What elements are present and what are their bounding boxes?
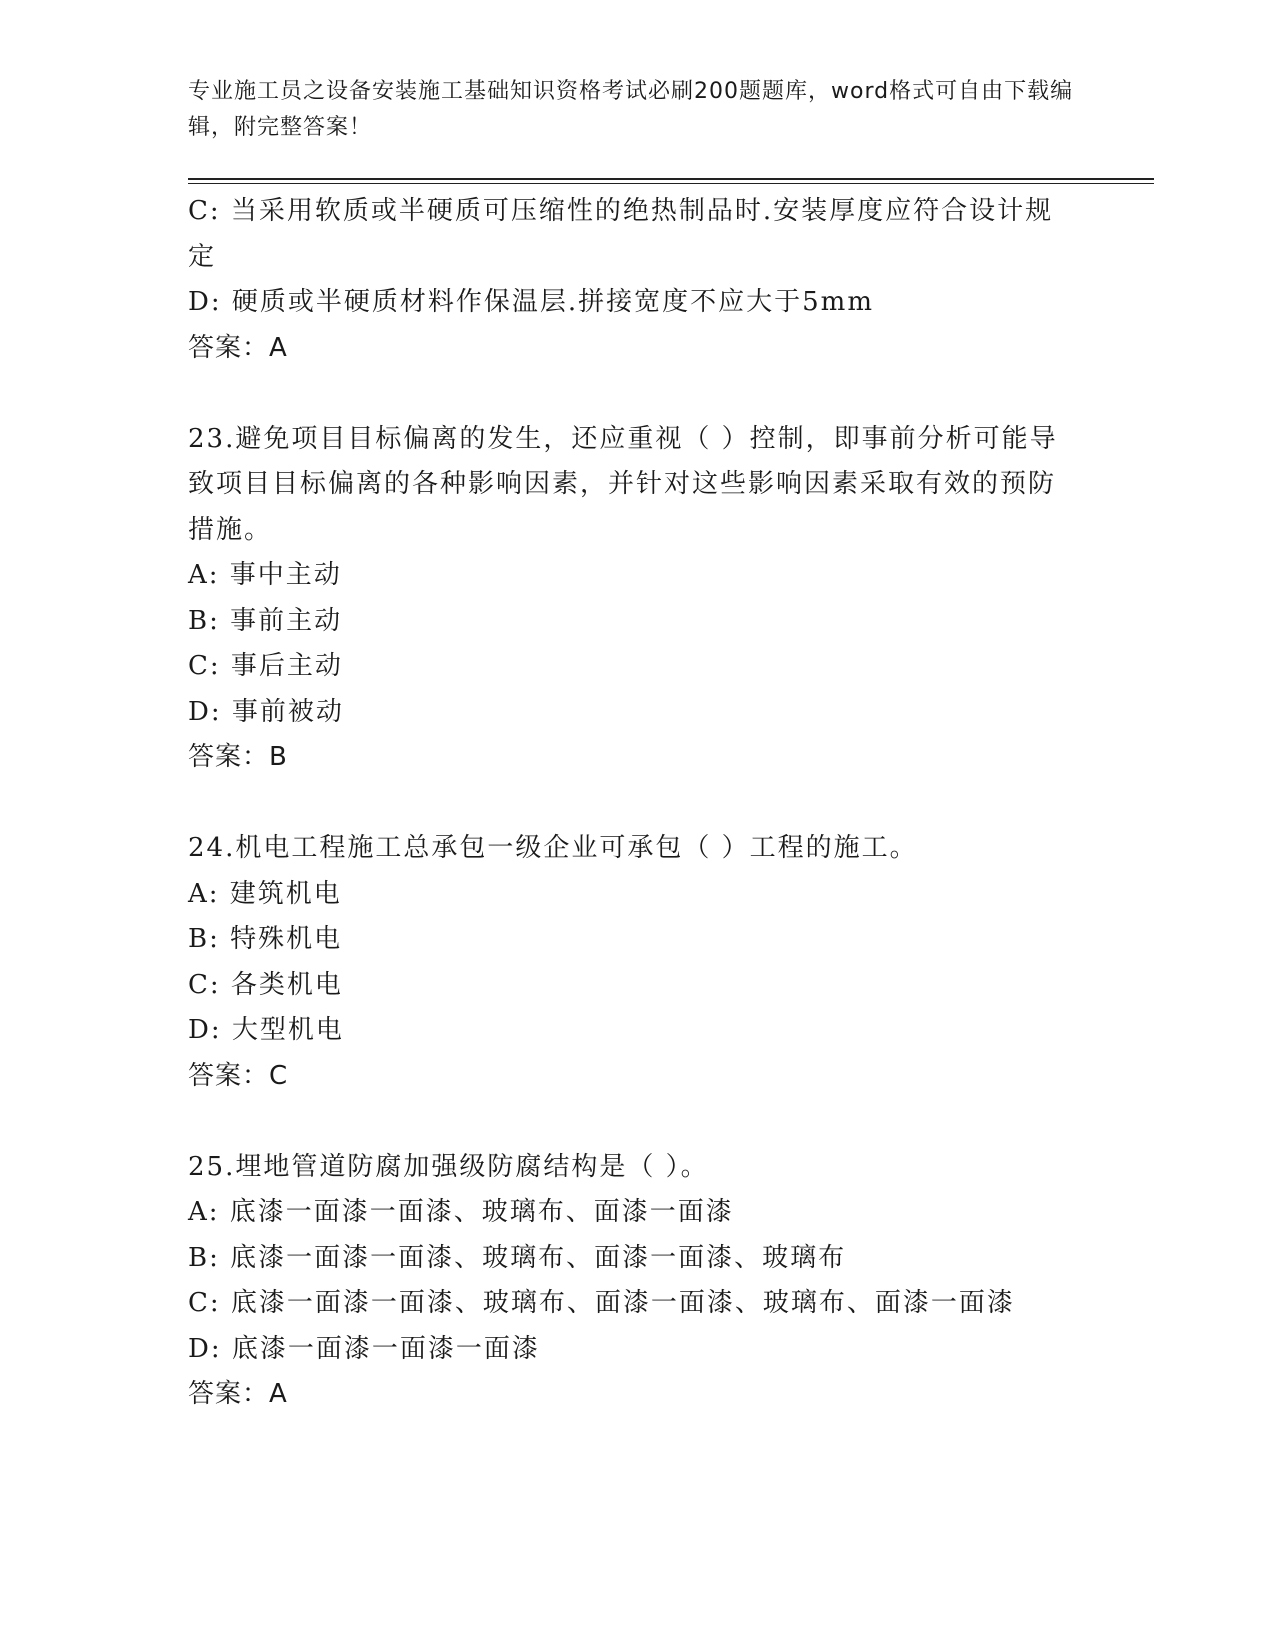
answer-line: 答案：A bbox=[188, 1379, 288, 1409]
question-block-23 bbox=[188, 417, 1068, 781]
question-block-24 bbox=[188, 826, 1068, 1099]
option-b: B: 底漆一面漆一面漆、玻璃布、面漆一面漆、玻璃布 bbox=[188, 1242, 847, 1273]
option-d: D: 大型机电 bbox=[188, 1015, 344, 1045]
question-block-25 bbox=[188, 1145, 1068, 1418]
option-c: C: 底漆一面漆一面漆、玻璃布、面漆一面漆、玻璃布、面漆一面漆 bbox=[188, 1288, 1015, 1318]
option-a: A: 底漆一面漆一面漆、玻璃布、面漆一面漆 bbox=[188, 1197, 734, 1227]
option-d: D: 硬质或半硬质材料作保温层.拼接宽度不应大于5mm bbox=[188, 287, 874, 317]
option-a: A: 建筑机电 bbox=[188, 878, 342, 909]
option-c: C: 当采用软质或半硬质可压缩性的绝热制品时.安装厚度应符合设计规定 bbox=[188, 196, 1054, 272]
answer-line: 答案：C bbox=[188, 1060, 289, 1091]
document-header: 专业施工员之设备安装施工基础知识资格考试必刷200题题库，word格式可自由下载编辑，附完整答案！ bbox=[188, 79, 1074, 140]
option-c: C: 各类机电 bbox=[188, 969, 343, 1000]
header-divider-thin bbox=[188, 183, 1154, 184]
question-stem: 24.机电工程施工总承包一级企业可承包（ ）工程的施工。 bbox=[188, 833, 918, 863]
option-a: A: 事中主动 bbox=[188, 560, 342, 590]
document-body bbox=[188, 189, 1068, 1418]
option-d: D: 事前被动 bbox=[188, 696, 344, 727]
option-c: C: 事后主动 bbox=[188, 651, 343, 681]
option-d: D: 底漆一面漆一面漆一面漆 bbox=[188, 1333, 540, 1364]
header-divider bbox=[188, 178, 1154, 180]
question-stem: 23.避免项目目标偏离的发生，还应重视（ ）控制，即事前分析可能导致项目目标偏离的各种影响因素，并针对这些影响因素采取有效的预防措施。 bbox=[188, 423, 1058, 545]
prev-question-block bbox=[188, 189, 1068, 371]
answer-line: 答案：B bbox=[188, 742, 288, 772]
question-stem: 25.埋地管道防腐加强级防腐结构是（ ）。 bbox=[188, 1151, 709, 1182]
option-b: B: 事前主动 bbox=[188, 605, 343, 636]
option-b: B: 特殊机电 bbox=[188, 924, 343, 954]
answer-line: 答案：A bbox=[188, 332, 288, 363]
